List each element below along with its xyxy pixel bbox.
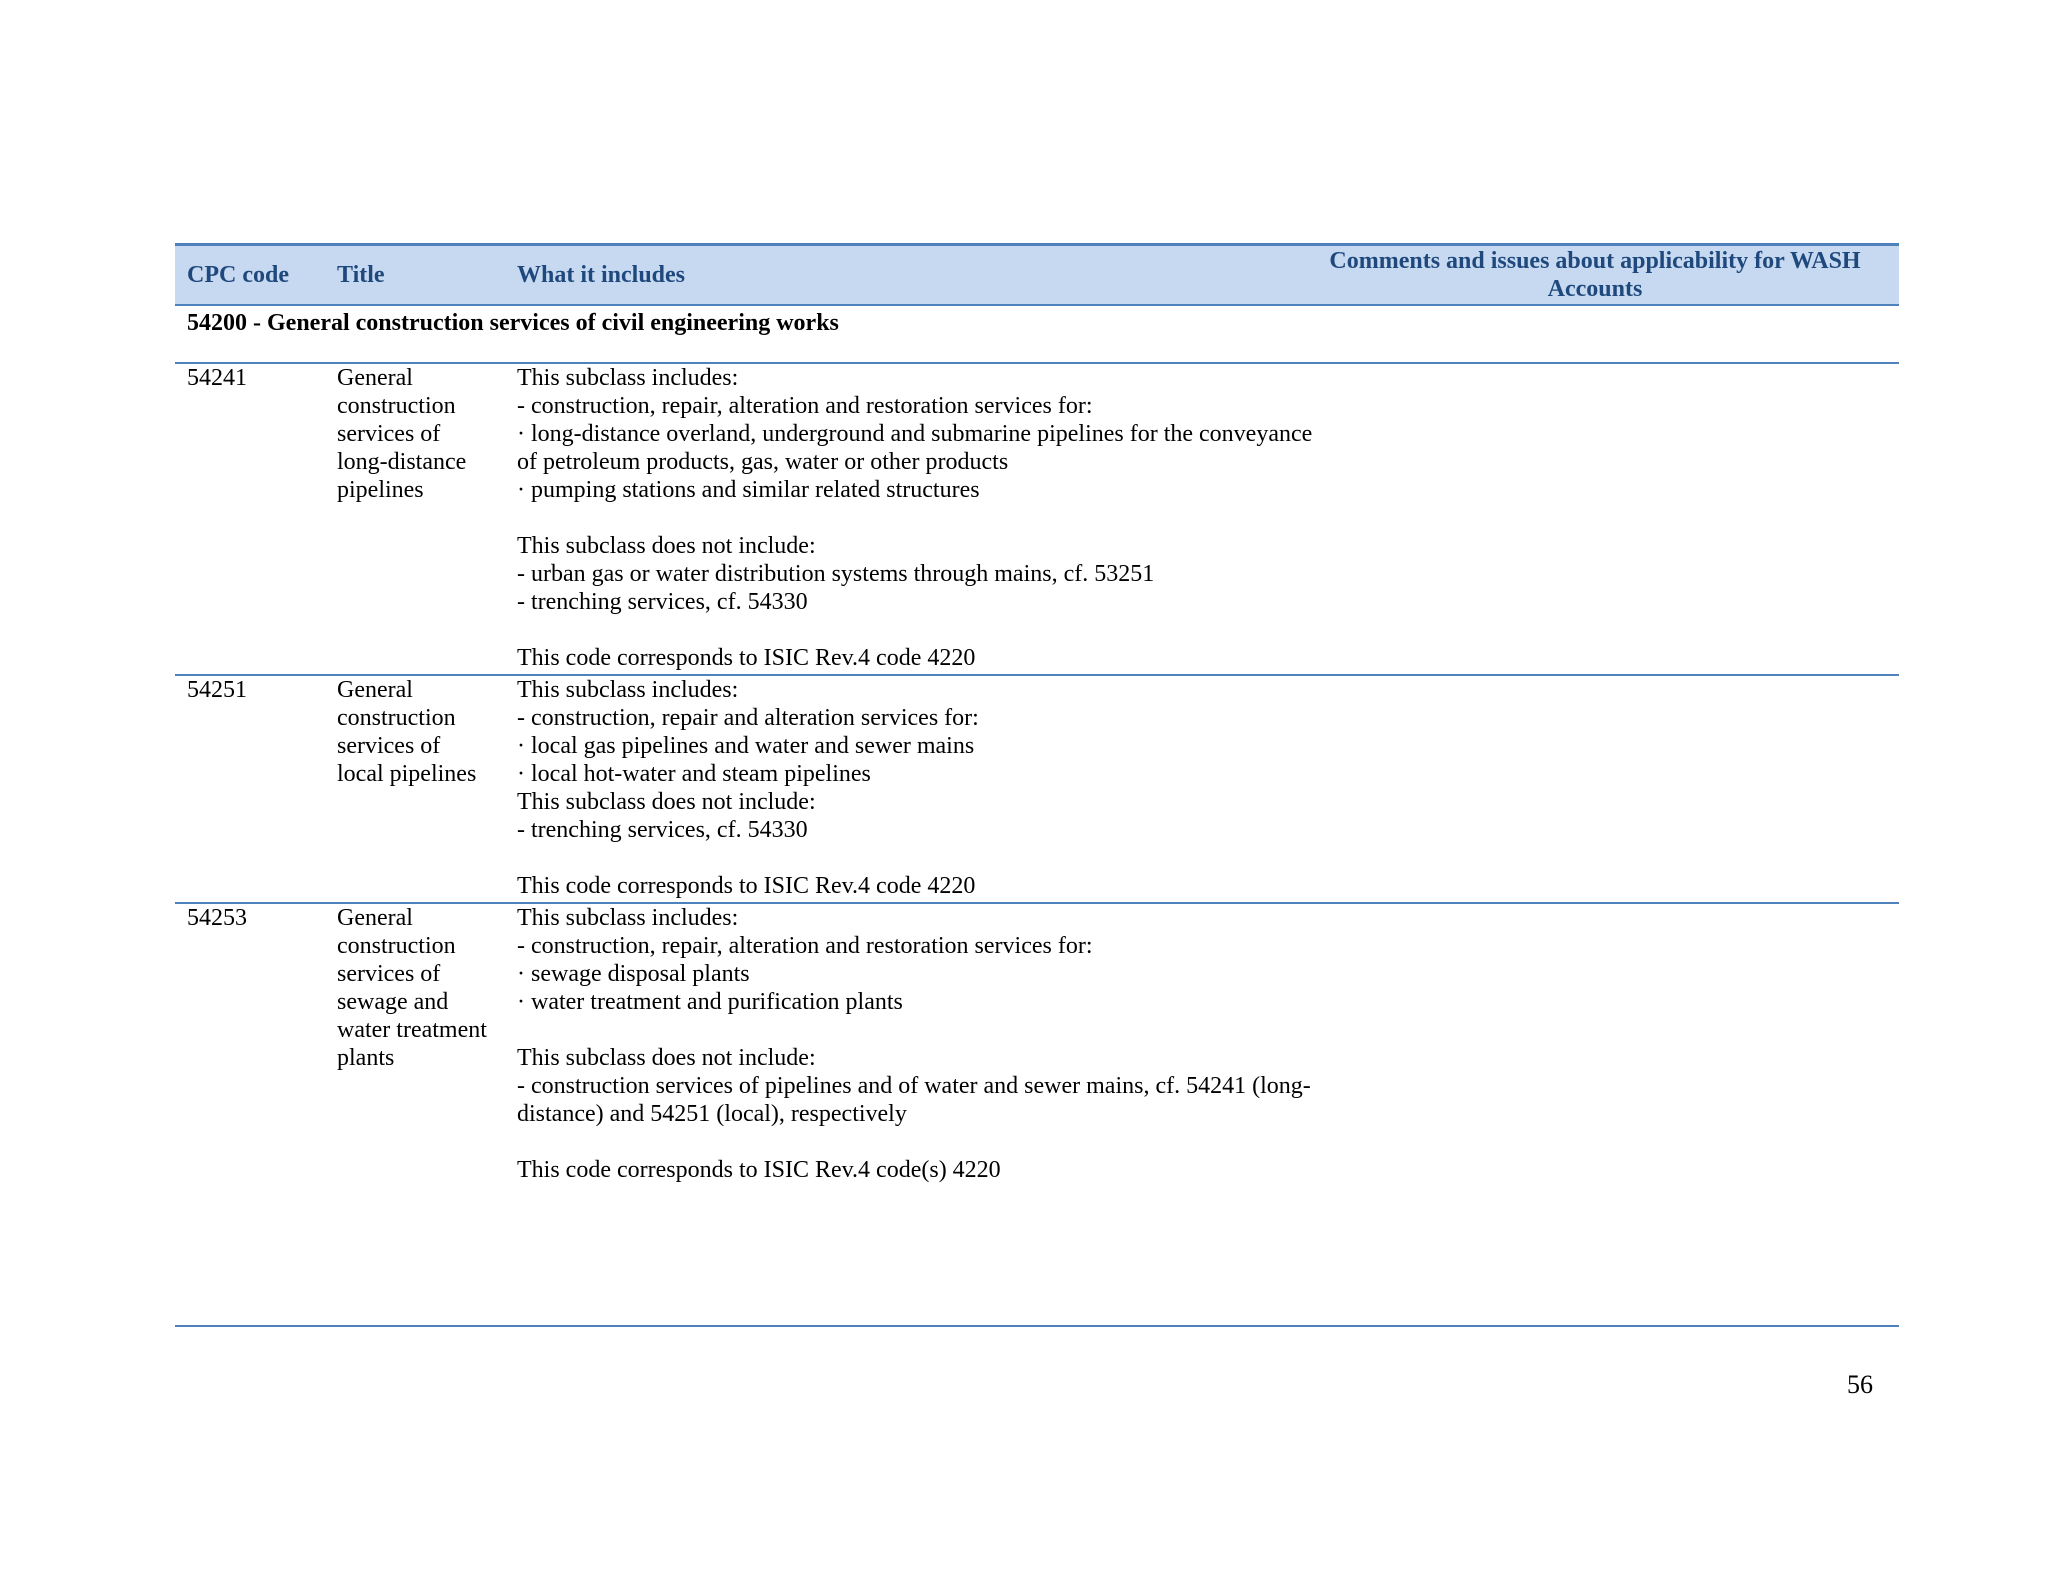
- table-row: [175, 676, 1899, 904]
- section-heading: 54200 - General construction services of civil engineering works: [187, 310, 839, 336]
- section-heading-row: [175, 306, 1899, 364]
- header-comments: Comments and issues about applicability for WASH Accounts: [1329, 248, 1861, 302]
- header-cpc-code: CPC code: [187, 261, 289, 288]
- includes-cell: This subclass includes: - construction, repair, alteration and restoration services for: · long-distance overland, underground and submarine pipelines for the conveyance of petroleum products, gas, water or other products · pumping stations and similar related structures This subclass does not include: - urban gas or water distribution systems through mains, cf. 53251 - trenching services, cf. 54330 This code corresponds to ISIC Rev.4 code 4220: [517, 365, 1313, 671]
- includes-cell: This subclass includes: - construction, repair, alteration and restoration services for: · sewage disposal plants · water treatment and purification plants This subclass does not include: - construction services of pipelines and of water and sewer mains, cf. 54241 (long- distance) and 54251 (local), respectively This code corresponds to ISIC Rev.4 code(s) 4220: [517, 905, 1311, 1183]
- table-row: [175, 364, 1899, 676]
- cpc-code-cell: 54241: [187, 365, 247, 391]
- page-number: 56: [1847, 1370, 1873, 1399]
- title-cell: General construction services of long-distance pipelines: [337, 365, 467, 503]
- table-row: [175, 904, 1899, 1327]
- header-title: Title: [337, 261, 385, 288]
- title-cell: General construction services of sewage and water treatment plants: [337, 905, 487, 1071]
- table-header: [175, 243, 1899, 306]
- header-what-it-includes: What it includes: [517, 261, 686, 288]
- includes-cell: This subclass includes: - construction, repair and alteration services for: · local gas pipelines and water and sewer mains · local hot-water and steam pipelines This subclass does not include: - trenching services, cf. 54330 This code corresponds to ISIC Rev.4 code 4220: [517, 677, 979, 899]
- cpc-code-cell: 54251: [187, 677, 247, 703]
- title-cell: General construction services of local pipelines: [337, 677, 477, 787]
- cpc-code-cell: 54253: [187, 905, 247, 931]
- cpc-table: [175, 243, 1899, 1327]
